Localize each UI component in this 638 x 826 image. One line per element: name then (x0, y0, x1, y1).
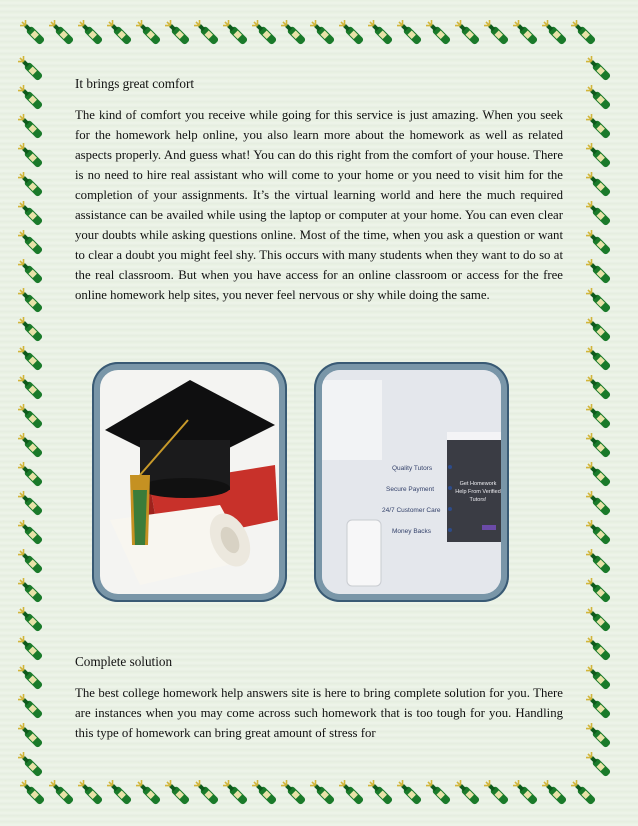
bottle-icon (586, 230, 614, 258)
section-paragraph: The best college homework help answers site is here to bring complete solution for you. There are instances when you may come across such homework that is too tough for you. Handling this type of homework can bring great amount of stress for (75, 686, 563, 740)
bottle-icon (586, 346, 614, 374)
bottle-icon (18, 491, 46, 519)
homework-site-image (322, 370, 501, 594)
bottle-icon (18, 172, 46, 200)
bottle-icon (586, 404, 614, 432)
bottle-icon (281, 780, 309, 808)
bottle-icon (586, 85, 614, 113)
bottle-icon (397, 780, 425, 808)
bottle-icon (18, 694, 46, 722)
bottle-icon (18, 288, 46, 316)
bottle-icon (586, 549, 614, 577)
bottle-icon (223, 780, 251, 808)
bottle-icon (165, 780, 193, 808)
bottle-icon (310, 780, 338, 808)
bottle-icon (310, 20, 338, 48)
bottle-icon (252, 780, 280, 808)
bottle-icon (586, 491, 614, 519)
bottle-icon (339, 20, 367, 48)
bottle-icon (18, 433, 46, 461)
bottle-icon (18, 114, 46, 142)
bottle-icon (136, 780, 164, 808)
bottle-icon (339, 780, 367, 808)
bottle-icon (18, 143, 46, 171)
bottle-icon (18, 317, 46, 345)
bottle-icon (368, 20, 396, 48)
bottle-icon (513, 20, 541, 48)
feature-list (382, 458, 441, 542)
section-comfort (75, 66, 563, 305)
bottle-icon (18, 549, 46, 577)
bottle-icon (586, 433, 614, 461)
border-left (18, 0, 58, 826)
section-complete-solution (75, 654, 563, 743)
bottle-icon (455, 780, 483, 808)
feature-item: Money Backs (392, 528, 432, 535)
bottle-icon (586, 114, 614, 142)
bottle-icon (586, 752, 614, 780)
bottle-icon (194, 20, 222, 48)
bottle-icon (513, 780, 541, 808)
bottle-icon (586, 201, 614, 229)
bottle-icon (18, 723, 46, 751)
bottle-icon (484, 780, 512, 808)
bottle-icon (18, 85, 46, 113)
bottle-icon (586, 259, 614, 287)
bottle-icon (18, 752, 46, 780)
graduation-cap-image (100, 370, 279, 594)
bottle-icon (18, 404, 46, 432)
bottle-icon (368, 780, 396, 808)
bottle-icon (18, 636, 46, 664)
section-heading: It brings great comfort (75, 76, 195, 91)
border-bottom (0, 780, 638, 810)
bottle-icon (586, 375, 614, 403)
bottle-icon (426, 780, 454, 808)
section-heading: Complete solution (75, 654, 173, 669)
bottle-icon (107, 780, 135, 808)
image-row (92, 362, 552, 607)
bottle-icon (586, 636, 614, 664)
bottle-icon (194, 780, 222, 808)
bottle-icon (18, 462, 46, 490)
bottle-icon (586, 288, 614, 316)
bottle-icon (18, 578, 46, 606)
bottle-icon (18, 665, 46, 693)
section-paragraph: The kind of comfort you receive while going for this service is just amazing. When you seek for the homework help online, you also learn more about the homework as well as related aspects properly. And guess what! You can do this right from the comfort of your house. There is no need to hire real assistant who will come to your home or you need to visit him for the completion of your assignments. It’s the virtual learning world and here the much required assistance can be availed while using the laptop or computer at your home. You can even clear your doubts while asking questions online. Most of the time, when you ask a question or want to clear a doubt you might feel shy. This occurs with many students when they want to do so at the real classroom. But when you have access for an online classroom or access for the free online homework help sites, you never feel nervous or shy while doing the same. (75, 108, 563, 302)
bottle-icon (586, 578, 614, 606)
graduation-cap-image-frame (92, 362, 287, 602)
feature-item: 24/7 Customer Care (382, 507, 441, 514)
bottle-icon (78, 780, 106, 808)
homework-site-image-frame (314, 362, 509, 602)
feature-item: Quality Tutors (392, 465, 433, 472)
bottle-icon (586, 520, 614, 548)
bottle-icon (252, 20, 280, 48)
bottle-icon (586, 694, 614, 722)
bottle-icon (18, 607, 46, 635)
bottle-icon (586, 56, 614, 84)
bottle-icon (18, 520, 46, 548)
bottle-icon (136, 20, 164, 48)
border-top (0, 20, 638, 50)
bottle-icon (223, 20, 251, 48)
bottle-icon (484, 20, 512, 48)
bottle-icon (397, 20, 425, 48)
bottle-icon (78, 20, 106, 48)
bottle-icon (542, 780, 570, 808)
bottle-icon (18, 230, 46, 258)
bottle-icon (18, 346, 46, 374)
bottle-icon (586, 317, 614, 345)
feature-item: Secure Payment (386, 486, 435, 493)
bottle-icon (586, 607, 614, 635)
bottle-icon (281, 20, 309, 48)
bottle-icon (18, 56, 46, 84)
bottle-icon (455, 20, 483, 48)
bottle-icon (18, 259, 46, 287)
bottle-icon (18, 375, 46, 403)
bottle-icon (542, 20, 570, 48)
bottle-icon (165, 20, 193, 48)
banner-text: Get Homework Help From Verified Tutors! (455, 481, 501, 503)
bottle-icon (107, 20, 135, 48)
bottle-icon (426, 20, 454, 48)
bottle-icon (18, 201, 46, 229)
bottle-icon (586, 462, 614, 490)
bottle-icon (586, 665, 614, 693)
bottle-icon (586, 143, 614, 171)
bottle-icon (586, 172, 614, 200)
border-right (586, 0, 626, 826)
bottle-icon (586, 723, 614, 751)
